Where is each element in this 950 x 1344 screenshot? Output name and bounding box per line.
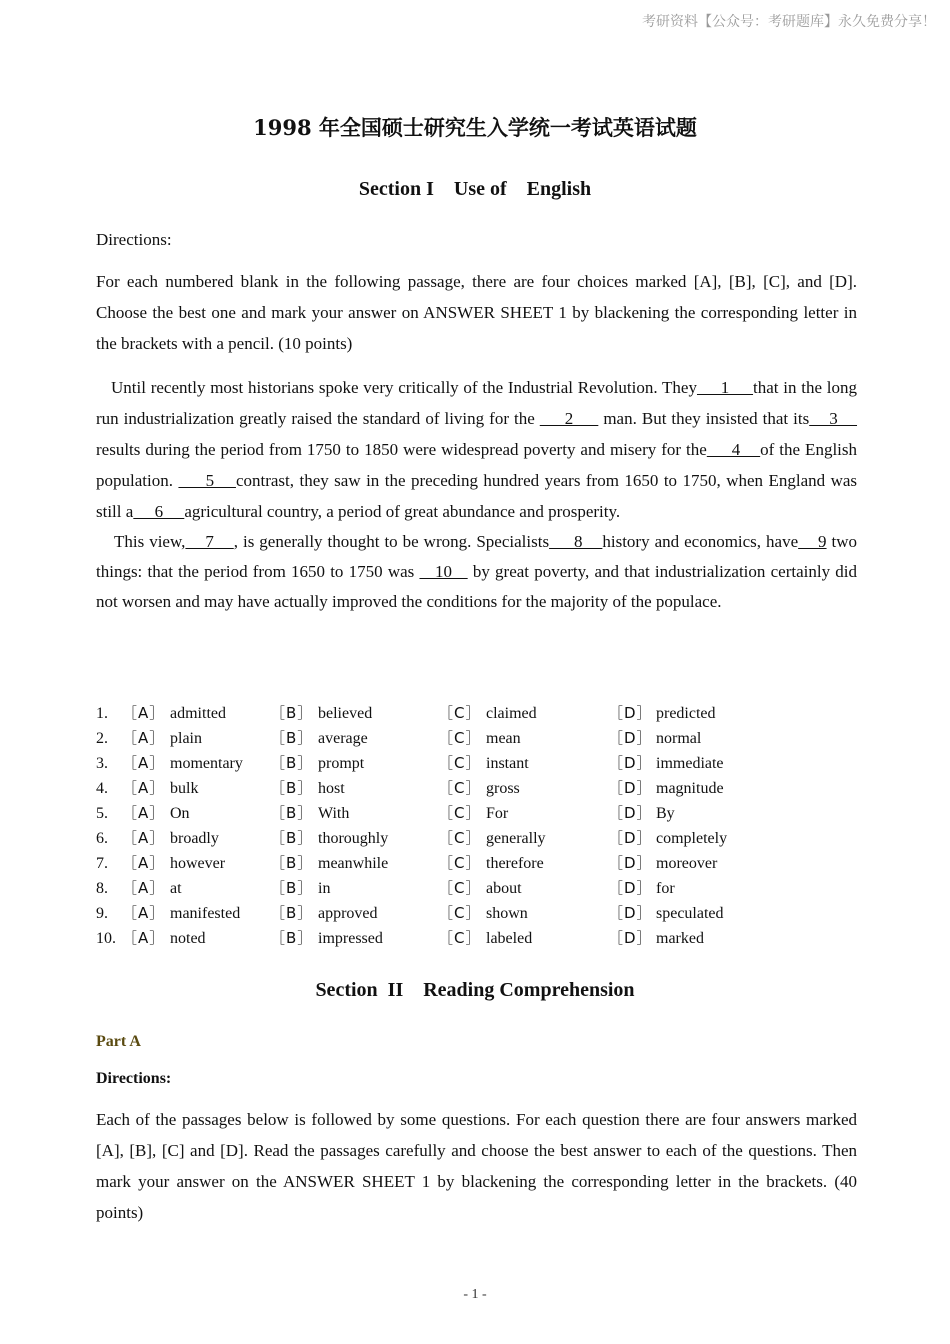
option-text-a: manifested bbox=[170, 905, 241, 922]
blank-3: 3 bbox=[809, 409, 858, 428]
directions-label: Directions: bbox=[96, 230, 172, 249]
option-text-d: completely bbox=[656, 830, 728, 847]
passage-text: man. But they insisted that its bbox=[598, 409, 810, 428]
choices-list bbox=[96, 701, 857, 951]
section-2-directions-text: Each of the passages below is followed by some questions. For each question there are four answers marked [A], [B], [C] and [D]. Read the passages carefully and choose the best answer to each of the questions. Then mark your answer on the ANSWER SHEET 1 by blackening the corresponding letter in the brackets. (40 points) bbox=[96, 1110, 857, 1222]
option-letter-b: ［B］ bbox=[270, 879, 314, 897]
option-letter-c: ［C］ bbox=[438, 754, 482, 772]
option-text-d: magnitude bbox=[656, 780, 724, 797]
choice-row bbox=[96, 701, 727, 726]
option-letter-d: ［D］ bbox=[608, 829, 653, 847]
option-letter-c: ［C］ bbox=[438, 929, 482, 947]
option-text-b: impressed bbox=[318, 930, 383, 947]
option-letter-b: ［B］ bbox=[270, 854, 314, 872]
option-text-a: bulk bbox=[170, 780, 199, 797]
option-text-b: With bbox=[318, 805, 350, 822]
choice-row bbox=[96, 726, 727, 751]
option-text-d: immediate bbox=[656, 755, 724, 772]
choice-row bbox=[96, 801, 727, 826]
question-number: 2. bbox=[96, 730, 108, 747]
passage-text: Until recently most historians spoke very critically of the Industrial Revolution. They bbox=[111, 378, 697, 397]
option-letter-c: ［C］ bbox=[438, 904, 482, 922]
option-text-d: By bbox=[656, 805, 675, 822]
blank-10: 10 bbox=[419, 562, 468, 581]
option-text-d: speculated bbox=[656, 905, 724, 922]
section-1-heading: Section I Use of English bbox=[358, 178, 592, 200]
option-letter-d: ［D］ bbox=[608, 754, 653, 772]
option-letter-a: ［A］ bbox=[122, 829, 166, 847]
option-letter-c: ［C］ bbox=[438, 804, 482, 822]
option-letter-b: ［B］ bbox=[270, 929, 314, 947]
passage-text: contrast, they saw in the preceding hundred years from 1650 to 1750, when England was still a bbox=[96, 471, 858, 521]
option-text-b: thoroughly bbox=[318, 830, 389, 847]
option-letter-a: ［A］ bbox=[122, 854, 166, 872]
option-text-d: moreover bbox=[656, 855, 718, 872]
option-letter-a: ［A］ bbox=[122, 779, 166, 797]
option-letter-a: ［A］ bbox=[122, 879, 166, 897]
option-text-c: claimed bbox=[486, 705, 537, 722]
choice-row bbox=[96, 826, 727, 851]
option-text-b: approved bbox=[318, 905, 378, 922]
option-letter-a: ［A］ bbox=[122, 804, 166, 822]
option-text-c: labeled bbox=[486, 930, 533, 947]
option-letter-b: ［B］ bbox=[270, 829, 314, 847]
passage-text: history and economics, have bbox=[602, 532, 799, 551]
option-letter-b: ［B］ bbox=[270, 704, 314, 722]
question-number: 5. bbox=[96, 805, 108, 822]
option-text-a: broadly bbox=[170, 830, 219, 847]
option-text-a: admitted bbox=[170, 705, 226, 722]
option-text-a: plain bbox=[170, 730, 202, 747]
passage-text: of the English population. bbox=[96, 440, 857, 490]
cloze-passage bbox=[96, 372, 857, 617]
option-letter-d: ［D］ bbox=[608, 929, 653, 947]
part-a-label: Part A bbox=[96, 1033, 141, 1050]
option-letter-b: ［B］ bbox=[270, 779, 314, 797]
question-number: 4. bbox=[96, 780, 108, 797]
option-text-a: momentary bbox=[170, 755, 243, 772]
choice-row bbox=[96, 851, 727, 876]
blank-9: 9 bbox=[798, 532, 827, 551]
option-letter-a: ［A］ bbox=[122, 704, 166, 722]
option-text-b: host bbox=[318, 780, 345, 797]
option-letter-a: ［A］ bbox=[122, 729, 166, 747]
option-letter-b: ［B］ bbox=[270, 804, 314, 822]
option-text-d: for bbox=[656, 880, 675, 897]
section-2-heading: Section II Reading Comprehension bbox=[315, 979, 635, 1001]
question-number: 6. bbox=[96, 830, 108, 847]
option-text-c: gross bbox=[486, 780, 520, 797]
option-text-a: however bbox=[170, 855, 226, 872]
option-text-b: average bbox=[318, 730, 368, 747]
passage-text: by great poverty, and that industrialization certainly did not worsen and may have actually improved the conditions for the majority of the populace. bbox=[96, 562, 857, 611]
passage-text: results during the period from 1750 to 1850 were widespread poverty and misery for the bbox=[96, 440, 707, 459]
option-text-a: at bbox=[170, 880, 182, 897]
option-letter-d: ［D］ bbox=[608, 904, 653, 922]
choice-row bbox=[96, 926, 727, 951]
section-2-directions-label: Directions: bbox=[96, 1070, 172, 1087]
option-letter-d: ［D］ bbox=[608, 704, 653, 722]
option-letter-a: ［A］ bbox=[122, 929, 166, 947]
blank-1: 1 bbox=[696, 378, 754, 397]
option-letter-b: ［B］ bbox=[270, 729, 314, 747]
directions-text: For each numbered blank in the following passage, there are four choices marked [A], [B], [C], and [D]. Choose the best one and mark your answer on ANSWER SHEET 1 by blackening the corresponding letter in the brackets with a pencil. (10 points) bbox=[96, 272, 857, 353]
option-text-d: marked bbox=[656, 930, 704, 947]
question-number: 3. bbox=[96, 755, 108, 772]
part-a-label-wrap bbox=[96, 1031, 857, 1051]
section-2-directions bbox=[96, 1104, 857, 1228]
option-letter-c: ［C］ bbox=[438, 779, 482, 797]
option-text-c: about bbox=[486, 880, 522, 897]
option-text-a: On bbox=[170, 805, 190, 822]
option-text-c: shown bbox=[486, 905, 528, 922]
passage-text: This view, bbox=[114, 532, 186, 551]
section-1-directions-label bbox=[96, 230, 857, 250]
option-text-d: predicted bbox=[656, 705, 716, 722]
section-2-directions-label-wrap bbox=[96, 1068, 857, 1088]
option-letter-b: ［B］ bbox=[270, 754, 314, 772]
page-title: 1998 年全国硕士研究生入学统一考试英语试题 bbox=[253, 115, 697, 140]
watermark: 考研资料【公众号：考研题库】永久免费分享！ bbox=[642, 14, 936, 30]
passage-paragraph-2 bbox=[96, 527, 857, 617]
option-text-b: believed bbox=[318, 705, 373, 722]
option-text-b: meanwhile bbox=[318, 855, 389, 872]
option-letter-c: ［C］ bbox=[438, 829, 482, 847]
option-letter-a: ［A］ bbox=[122, 904, 166, 922]
passage-text: two things: that the period from 1650 to 1750 was bbox=[96, 532, 858, 581]
choice-row bbox=[96, 876, 727, 901]
option-letter-b: ［B］ bbox=[270, 904, 314, 922]
blank-6: 6 bbox=[133, 502, 185, 521]
passage-paragraph-1 bbox=[96, 372, 857, 527]
option-letter-c: ［C］ bbox=[438, 729, 482, 747]
passage-text: that in the long run industrialization greatly raised the standard of living for the bbox=[96, 378, 858, 428]
section-1-directions bbox=[96, 266, 857, 359]
option-letter-a: ［A］ bbox=[122, 754, 166, 772]
option-letter-c: ［C］ bbox=[438, 879, 482, 897]
option-text-c: generally bbox=[486, 830, 546, 847]
option-text-c: instant bbox=[486, 755, 529, 772]
blank-8: 8 bbox=[549, 532, 603, 551]
page-number: - 1 - bbox=[463, 1287, 487, 1302]
option-text-a: noted bbox=[170, 930, 206, 947]
option-text-b: in bbox=[318, 880, 331, 897]
passage-text: agricultural country, a period of great abundance and prosperity. bbox=[184, 502, 621, 521]
option-letter-d: ［D］ bbox=[608, 854, 653, 872]
option-text-c: For bbox=[486, 805, 509, 822]
question-number: 1. bbox=[96, 705, 108, 722]
option-text-b: prompt bbox=[318, 755, 365, 772]
option-text-c: therefore bbox=[486, 855, 544, 872]
passage-text: , is generally thought to be wrong. Specialists bbox=[233, 532, 550, 551]
choice-row bbox=[96, 901, 727, 926]
option-letter-d: ［D］ bbox=[608, 804, 653, 822]
question-number: 8. bbox=[96, 880, 108, 897]
choices-table bbox=[96, 701, 727, 951]
option-letter-c: ［C］ bbox=[438, 854, 482, 872]
option-letter-d: ［D］ bbox=[608, 879, 653, 897]
question-number: 7. bbox=[96, 855, 108, 872]
blank-7: 7 bbox=[185, 532, 234, 551]
option-letter-d: ［D］ bbox=[608, 779, 653, 797]
blank-5: 5 bbox=[178, 471, 236, 490]
choice-row bbox=[96, 751, 727, 776]
question-number: 9. bbox=[96, 905, 108, 922]
blank-2: 2 bbox=[539, 409, 599, 428]
blank-4: 4 bbox=[706, 440, 761, 459]
question-number: 10. bbox=[96, 930, 116, 947]
choice-row bbox=[96, 776, 727, 801]
option-text-d: normal bbox=[656, 730, 702, 747]
option-letter-c: ［C］ bbox=[438, 704, 482, 722]
option-letter-d: ［D］ bbox=[608, 729, 653, 747]
option-text-c: mean bbox=[486, 730, 521, 747]
